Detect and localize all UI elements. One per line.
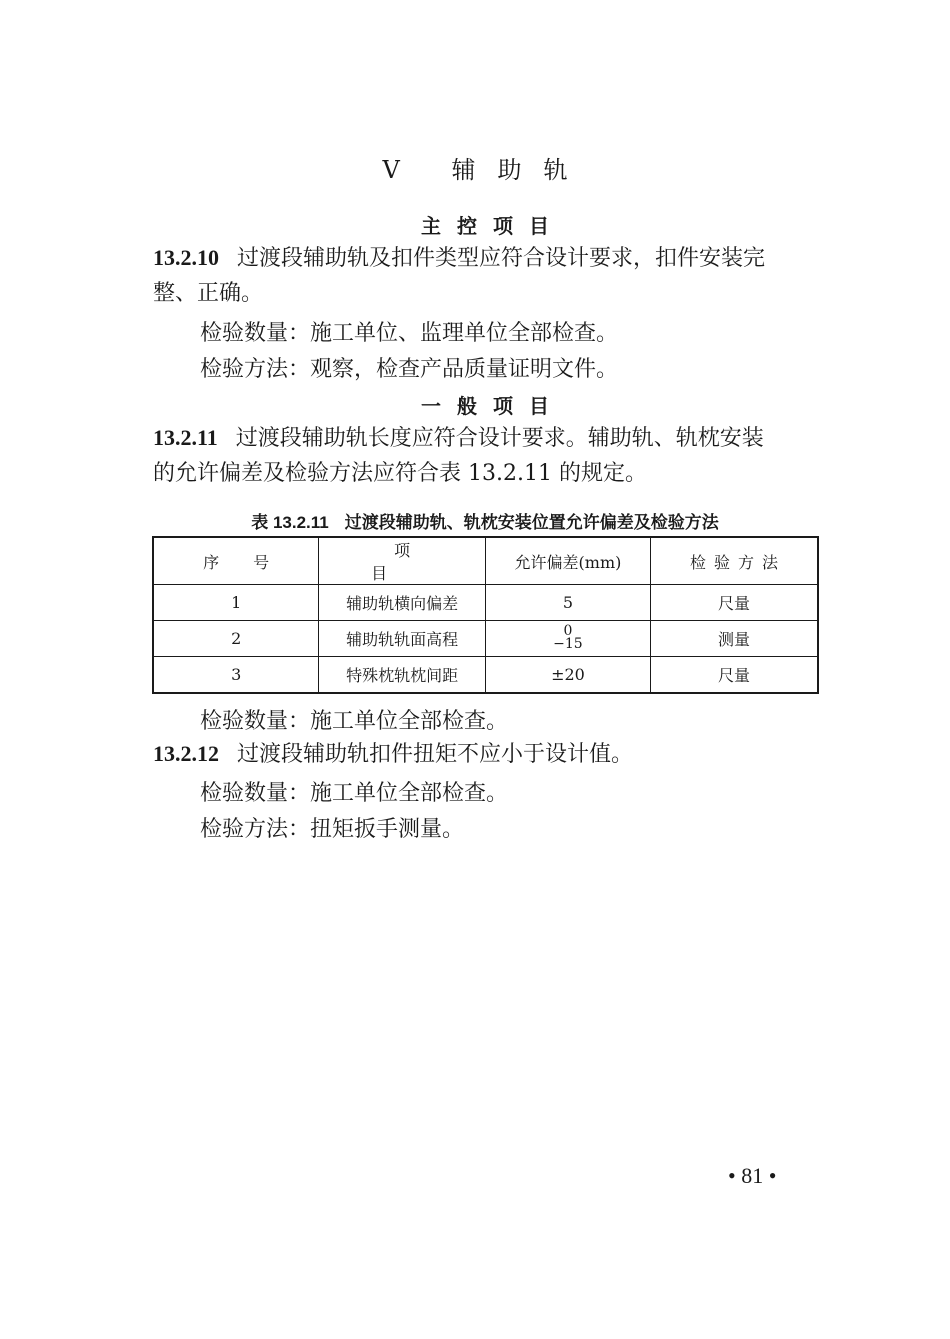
clause-number: 13.2.11 — [153, 425, 218, 450]
clause-13-2-12 — [153, 736, 633, 773]
inspection-method-2: 检验方法：扭矩扳手测量。 — [200, 817, 465, 842]
clause-text-line2: 整、正确。 — [153, 281, 264, 306]
cell-method: 尺量 — [650, 657, 818, 694]
table-title — [0, 508, 950, 533]
table-row — [153, 657, 818, 694]
cell-method: 尺量 — [650, 585, 818, 621]
cell-method: 测量 — [650, 621, 818, 657]
clause-number: 13.2.12 — [153, 741, 219, 766]
header-index: 序号 — [153, 537, 319, 585]
cell-index: 3 — [153, 657, 319, 694]
cell-item: 辅助轨横向偏差 — [319, 585, 486, 621]
clause-text-line1: 过渡段辅助轨及扣件类型应符合设计要求，扣件安装完 — [237, 246, 766, 271]
main-control-heading: 主控项目 — [421, 214, 565, 238]
tolerance-upper: 0 — [563, 623, 573, 639]
table-number: 表 13.2.11 — [251, 513, 329, 532]
inspection-quantity: 检验数量：施工单位、监理单位全部检查。 — [200, 321, 619, 346]
table-header-row — [153, 537, 818, 585]
section-title: V 辅助轨 — [382, 156, 590, 184]
cell-tolerance: ±20 — [485, 657, 650, 694]
inspection-quantity-2: 检验数量：施工单位全部检查。 — [200, 781, 509, 806]
clause-text-line2: 的允许偏差及检验方法应符合表 13.2.11 的规定。 — [153, 461, 647, 486]
clause-text: 过渡段辅助轨扣件扭矩不应小于设计值。 — [237, 742, 634, 767]
table-caption: 过渡段辅助轨、轨枕安装位置允许偏差及检验方法 — [344, 513, 719, 533]
clause-13-2-11 — [153, 420, 764, 457]
cell-index: 1 — [153, 585, 319, 621]
header-method: 检验方法 — [650, 537, 818, 585]
clause-13-2-10 — [153, 240, 765, 277]
inspection-method: 检验方法：观察，检查产品质量证明文件。 — [200, 357, 619, 382]
clause-number: 13.2.10 — [153, 245, 219, 270]
cell-item: 辅助轨轨面高程 — [319, 621, 486, 657]
page-number: • 81 • — [728, 1163, 777, 1188]
header-item: 项目 — [319, 537, 486, 585]
table-row — [153, 621, 818, 657]
cell-tolerance: 5 — [485, 585, 650, 621]
inspection-quantity-after-table: 检验数量：施工单位全部检查。 — [200, 709, 509, 734]
stacked-tolerance — [553, 625, 583, 651]
tolerance-lower: −15 — [553, 636, 583, 652]
general-heading: 一般项目 — [421, 394, 565, 418]
tolerance-table — [152, 536, 819, 694]
cell-index: 2 — [153, 621, 319, 657]
cell-tolerance — [485, 621, 650, 657]
table-row — [153, 585, 818, 621]
clause-text-line1: 过渡段辅助轨长度应符合设计要求。辅助轨、轨枕安装 — [235, 426, 764, 451]
header-tolerance: 允许偏差(mm) — [485, 537, 650, 585]
cell-item: 特殊枕轨枕间距 — [319, 657, 486, 694]
